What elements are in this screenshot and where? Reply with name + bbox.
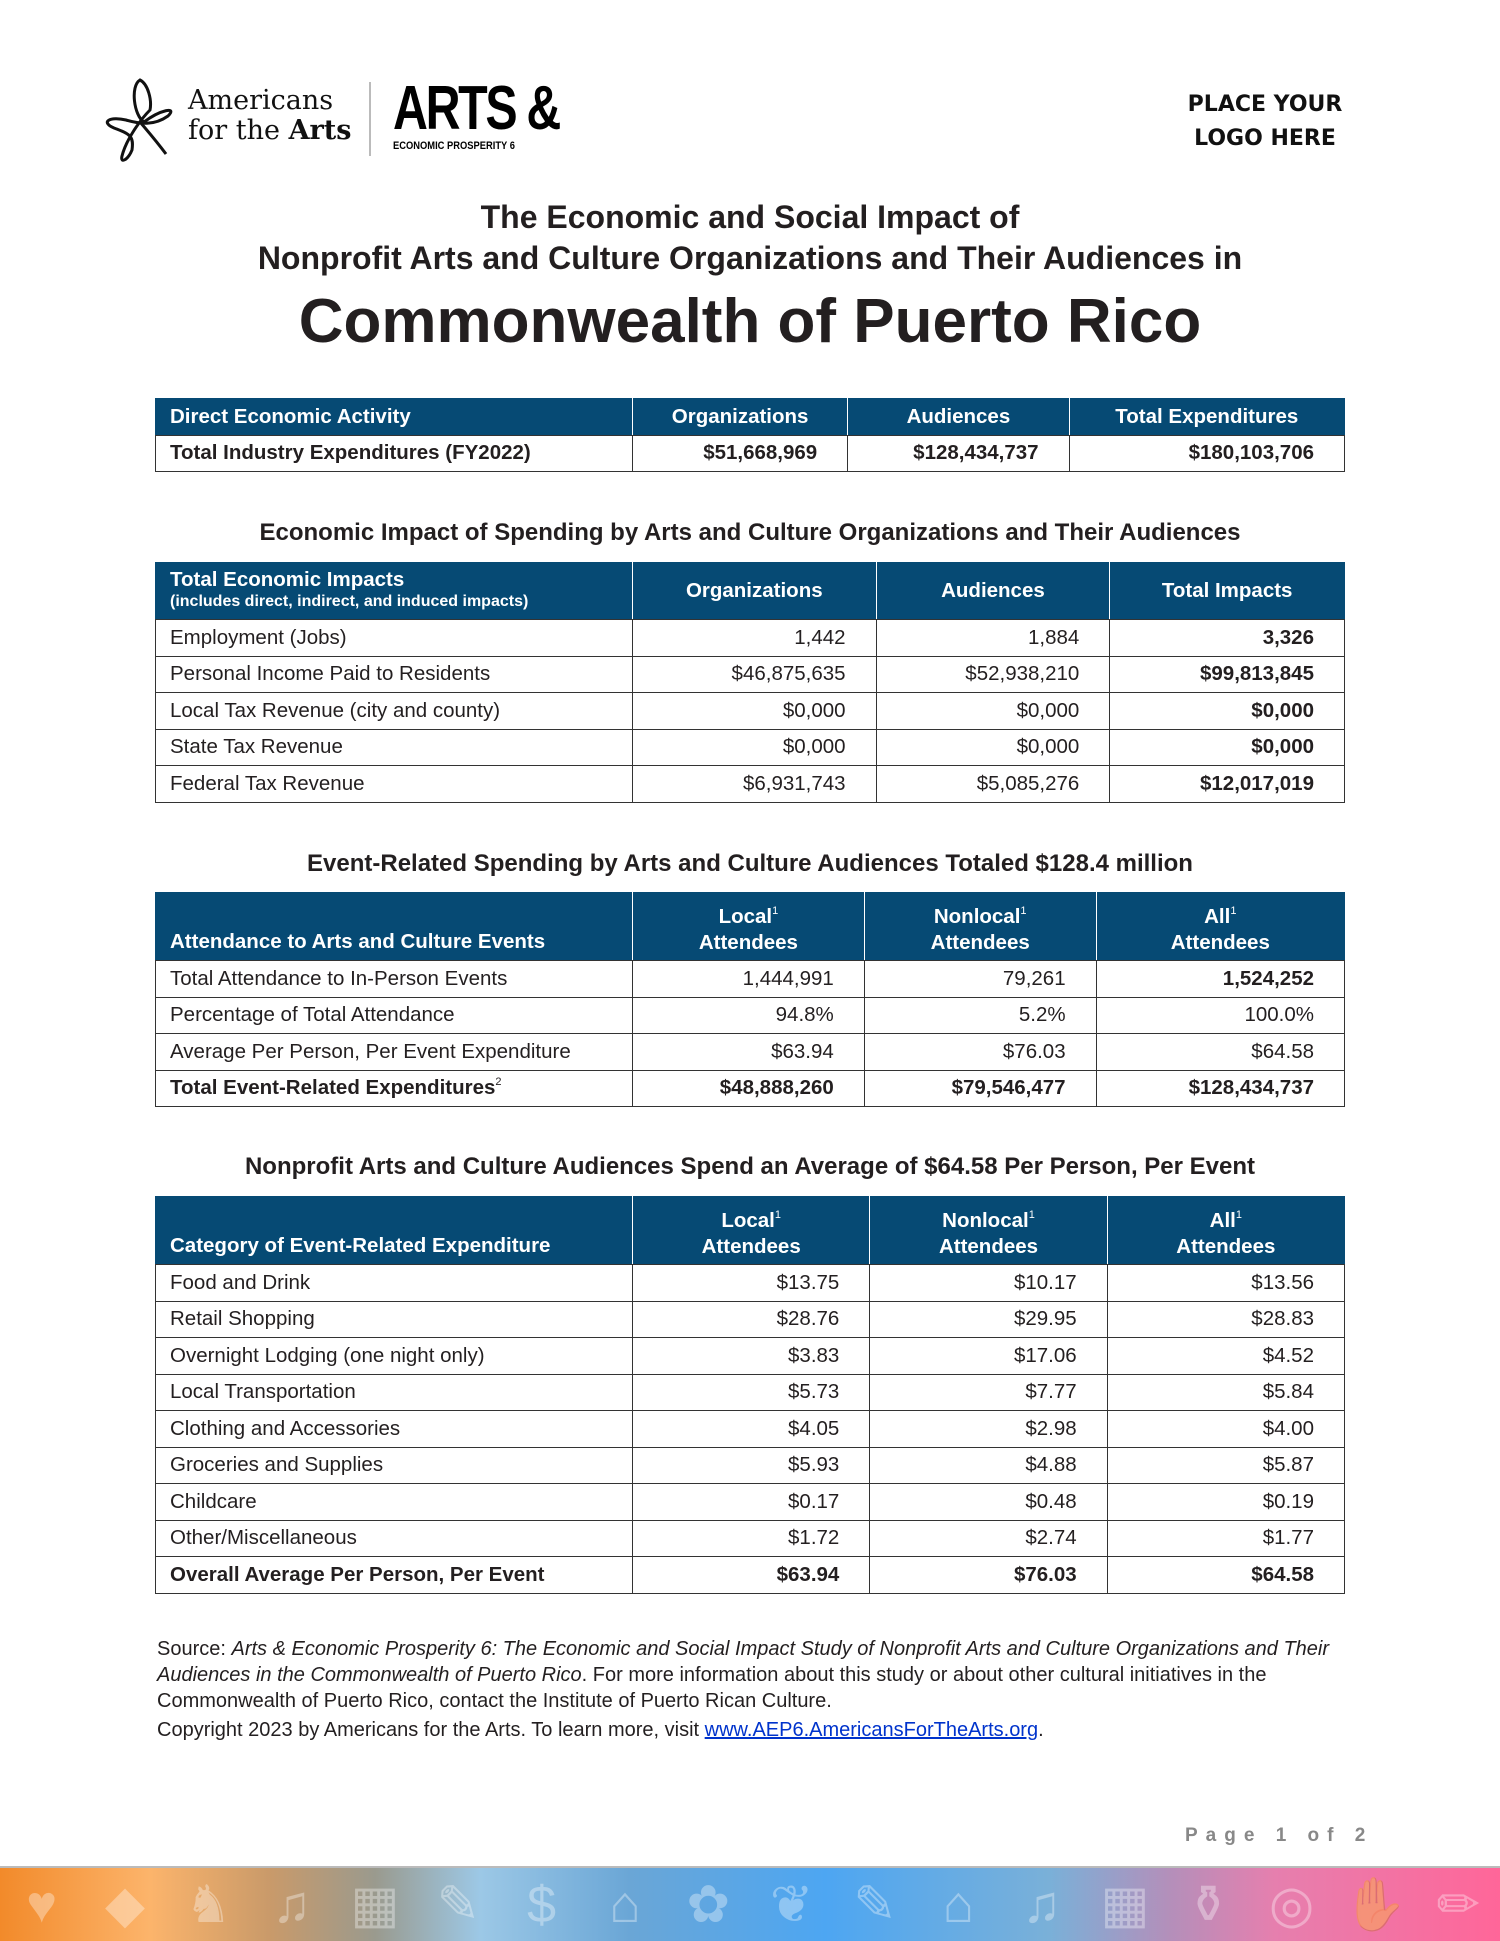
cell-value <box>864 1034 1096 1071</box>
column-header <box>156 1197 633 1265</box>
vase-icon: ⚱ <box>1186 1875 1231 1934</box>
cell-value <box>633 1034 865 1071</box>
header-label: Organizations <box>685 579 823 602</box>
row-label <box>156 766 633 803</box>
cell-text: $64.58 <box>1251 1039 1314 1063</box>
expenditure-category-table <box>155 1196 1345 1594</box>
footnote-marker: 1 <box>772 904 779 917</box>
cell-value <box>1096 1070 1344 1107</box>
cell-value <box>1107 1520 1344 1557</box>
cell-value <box>1107 1447 1344 1484</box>
cell-value <box>876 656 1110 693</box>
table-row <box>156 997 1345 1034</box>
header-label: Total Impacts <box>1161 579 1293 602</box>
cell-text: Total Event-Related Expenditures <box>170 1076 496 1100</box>
logo-divider <box>369 82 371 156</box>
header-subtitle: (includes direct, indirect, and induced impacts) <box>170 593 529 610</box>
cell-text: $0,000 <box>1251 698 1314 722</box>
table-row <box>156 961 1345 998</box>
header-line1: All <box>1204 904 1231 928</box>
cell-value <box>876 729 1110 766</box>
cell-text: $0,000 <box>782 698 846 722</box>
cell-value <box>1107 1374 1344 1411</box>
row-label <box>156 1034 633 1071</box>
record-icon: ◎ <box>1268 1875 1315 1934</box>
cell-text: $4.05 <box>788 1416 840 1440</box>
cell-value <box>633 1301 870 1338</box>
cell-value <box>633 766 877 803</box>
column-header <box>876 563 1110 620</box>
cell-text: $99,813,845 <box>1199 662 1314 686</box>
cell-value <box>633 656 877 693</box>
cell-text: Other/Miscellaneous <box>170 1526 357 1550</box>
cell-value <box>1110 766 1345 803</box>
cell-value <box>1110 656 1345 693</box>
cell-value <box>1110 729 1345 766</box>
music-note-icon: ♫ <box>272 1875 312 1934</box>
section-heading-average-spend: Nonprofit Arts and Culture Audiences Spend an Average of $64.58 Per Person, Per Event <box>244 1153 1256 1180</box>
header-line1: Local <box>721 1208 775 1232</box>
table-row <box>156 1338 1345 1375</box>
cell-text: $3.83 <box>788 1343 840 1367</box>
cell-value <box>864 997 1096 1034</box>
cell-text: Overnight Lodging (one night only) <box>170 1343 485 1367</box>
cell-value <box>1096 997 1344 1034</box>
cell-text: $28.83 <box>1251 1307 1314 1331</box>
cell-text: $2.98 <box>1025 1416 1077 1440</box>
place-logo-line1: PLACE YOUR <box>1187 92 1343 117</box>
cell-text: $128,434,737 <box>1188 1076 1314 1100</box>
cell-text: Employment (Jobs) <box>170 625 347 649</box>
cell-text: $2.74 <box>1025 1526 1077 1550</box>
logo-arts: Arts <box>288 115 352 146</box>
place-logo-placeholder <box>1160 88 1370 156</box>
column-header <box>156 563 633 620</box>
header-line1: Nonlocal <box>933 904 1021 928</box>
cell-value <box>876 693 1110 730</box>
row-label <box>156 1301 633 1338</box>
cell-value <box>1107 1557 1344 1594</box>
column-header <box>156 399 633 436</box>
film-icon: ▦ <box>1100 1875 1150 1934</box>
cell-value <box>633 961 865 998</box>
cell-text: $28.76 <box>776 1307 840 1331</box>
row-label <box>156 1070 633 1107</box>
cell-value <box>876 766 1110 803</box>
cell-value <box>633 1374 870 1411</box>
cell-text: $5.87 <box>1262 1453 1314 1477</box>
header-row <box>156 399 1345 436</box>
cell-value <box>633 997 865 1034</box>
cell-value <box>876 620 1110 657</box>
title-line2: Nonprofit Arts and Culture Organizations and Their Audiences in <box>257 240 1243 276</box>
cell-text: $0.17 <box>788 1489 840 1513</box>
house-icon: ⌂ <box>942 1875 974 1934</box>
header-row <box>156 563 1345 620</box>
paint-icon: ✎ <box>436 1875 481 1934</box>
row-label <box>156 1447 633 1484</box>
cell-text: $17.06 <box>1013 1343 1077 1367</box>
cell-value <box>864 1070 1096 1107</box>
header-line1: Local <box>718 904 773 928</box>
heart-icon: ♥ <box>26 1875 58 1934</box>
cell-text: $0.48 <box>1025 1489 1077 1513</box>
row-label <box>156 1520 633 1557</box>
cell-value <box>870 1411 1107 1448</box>
cell-text: $0.19 <box>1262 1489 1314 1513</box>
column-header <box>156 893 633 961</box>
header-label: Total Expenditures <box>1115 404 1299 428</box>
cell-value <box>870 1301 1107 1338</box>
row-label <box>156 620 633 657</box>
direct-economic-activity-table <box>155 398 1345 472</box>
cell-value <box>1110 693 1345 730</box>
cell-text: Clothing and Accessories <box>170 1416 401 1440</box>
pencil-icon: ✏ <box>1436 1875 1481 1934</box>
source-label: Source: <box>157 1638 232 1660</box>
cell-value <box>870 1374 1107 1411</box>
source-title: Arts & Economic Prosperity 6: The Economic and Social Impact Study of Nonprofit Arts and Culture Organizations and Their Audiences in the Commonwealth of Puerto Rico <box>157 1638 1330 1686</box>
table-row <box>156 1484 1345 1521</box>
cell-text: Federal Tax Revenue <box>170 771 365 795</box>
place-logo-line2: LOGO HERE <box>1194 126 1336 151</box>
table-row <box>156 1411 1345 1448</box>
table-row <box>156 1520 1345 1557</box>
cell-text: $6,931,743 <box>742 771 846 795</box>
cell-value <box>848 435 1069 472</box>
cell-value <box>633 1447 870 1484</box>
footnote-marker: 1 <box>1235 1208 1242 1221</box>
cell-text: Percentage of Total Attendance <box>170 1003 455 1027</box>
cell-text: 1,884 <box>1028 625 1080 649</box>
cell-text: State Tax Revenue <box>170 735 343 759</box>
table-row <box>156 1301 1345 1338</box>
footnote-marker: 2 <box>495 1076 502 1089</box>
copyright-period: . <box>1038 1719 1044 1741</box>
cell-text: Overall Average Per Person, Per Event <box>170 1562 545 1586</box>
cell-text: $79,546,477 <box>951 1076 1066 1100</box>
header-label: Audiences <box>941 579 1045 602</box>
economic-impacts-table <box>155 562 1345 803</box>
aep6-logo <box>393 74 606 152</box>
row-label <box>156 1338 633 1375</box>
cell-text: 94.8% <box>775 1003 834 1027</box>
diamond-icon: ◆ <box>104 1875 145 1934</box>
cell-value <box>1107 1484 1344 1521</box>
source-rest: . For more information about this study or about other cultural initiatives in the Commonwealth of Puerto Rico, contact the Institute of Puerto Rican Culture. <box>157 1664 1267 1712</box>
footnote-marker: 1 <box>774 1208 781 1221</box>
decorative-icon-band <box>0 1866 1500 1941</box>
cell-value <box>633 1265 870 1302</box>
header-row <box>156 1197 1345 1265</box>
aep6-link[interactable]: www.AEP6.AmericansForTheArts.org <box>704 1719 1039 1741</box>
table-row <box>156 435 1345 472</box>
page-title: Commonwealth of Puerto Rico <box>298 287 1202 356</box>
cell-value <box>633 1070 865 1107</box>
cell-text: $5.84 <box>1262 1380 1314 1404</box>
table-row <box>156 620 1345 657</box>
leaf-icon: ❦ <box>769 1875 814 1934</box>
cell-text: $63.94 <box>776 1562 840 1586</box>
cell-text: Personal Income Paid to Residents <box>170 662 491 686</box>
table-row <box>156 729 1345 766</box>
header-line2: Attendees <box>930 930 1030 954</box>
row-label <box>156 961 633 998</box>
cell-value <box>1107 1301 1344 1338</box>
logo-line1: Americans <box>188 85 334 116</box>
source-note <box>157 1636 1357 1714</box>
cell-text: $51,668,969 <box>703 441 818 465</box>
column-header <box>633 399 848 436</box>
cell-text: 5.2% <box>1018 1003 1066 1027</box>
cell-value <box>1107 1411 1344 1448</box>
header-line1: Nonlocal <box>942 1208 1029 1232</box>
header-row <box>156 893 1345 961</box>
figure-icon: ♞ <box>185 1875 232 1934</box>
cell-text: $0,000 <box>1016 698 1080 722</box>
copyright <box>157 1719 1044 1742</box>
cell-value <box>870 1484 1107 1521</box>
column-header <box>1069 399 1344 436</box>
cell-text: $0,000 <box>1016 735 1080 759</box>
cell-text: $63.94 <box>771 1039 834 1063</box>
cell-text: $7.77 <box>1025 1380 1077 1404</box>
cell-text: $5.73 <box>788 1380 840 1404</box>
cell-text: $4.88 <box>1025 1453 1077 1477</box>
header-line2: Attendees <box>938 1234 1039 1258</box>
americans-for-the-arts-logo <box>100 76 360 166</box>
cell-text: $4.52 <box>1262 1343 1314 1367</box>
cell-text: Average Per Person, Per Event Expenditure <box>170 1039 571 1063</box>
cell-value <box>633 1484 870 1521</box>
cell-text: $13.75 <box>776 1270 840 1294</box>
header-label: Attendance to Arts and Culture Events <box>170 930 546 953</box>
palette-icon: ✿ <box>686 1875 731 1934</box>
column-header <box>870 1197 1107 1265</box>
cell-text: Food and Drink <box>170 1270 311 1294</box>
hand-icon: ✋ <box>1342 1876 1408 1934</box>
column-header <box>633 563 877 620</box>
row-label <box>156 1411 633 1448</box>
row-label <box>156 435 633 472</box>
cell-text: $5,085,276 <box>976 771 1080 795</box>
header-line2: Attendees <box>1176 1234 1276 1258</box>
table-row <box>156 1374 1345 1411</box>
film-icon: ▦ <box>350 1875 400 1934</box>
cell-value <box>1096 961 1344 998</box>
cell-value <box>633 729 877 766</box>
cell-value <box>870 1557 1107 1594</box>
cell-value <box>870 1520 1107 1557</box>
cell-text: $48,888,260 <box>719 1076 834 1100</box>
cell-text: Retail Shopping <box>170 1307 315 1331</box>
row-label <box>156 1484 633 1521</box>
title-line1: The Economic and Social Impact of <box>480 199 1020 235</box>
header-line1: All <box>1209 1208 1236 1232</box>
dollar-icon: $ <box>527 1875 557 1934</box>
footnote-marker: 1 <box>1230 904 1237 917</box>
table-row <box>156 1557 1345 1594</box>
header-line2: Attendees <box>701 1234 801 1258</box>
cell-text: $76.03 <box>1013 1562 1077 1586</box>
column-header <box>633 893 865 961</box>
cell-value <box>1107 1338 1344 1375</box>
column-header <box>864 893 1096 961</box>
header-label: Category of Event-Related Expenditure <box>170 1234 551 1257</box>
cell-text: $1.72 <box>788 1526 840 1550</box>
row-label <box>156 729 633 766</box>
cell-text: $5.93 <box>788 1453 840 1477</box>
cell-text: Local Tax Revenue (city and county) <box>170 698 501 722</box>
row-label <box>156 656 633 693</box>
page-number: Page 1 of 2 <box>1185 1825 1374 1846</box>
cell-text: $10.17 <box>1013 1270 1077 1294</box>
row-label <box>156 1374 633 1411</box>
table-row <box>156 656 1345 693</box>
cell-text: $12,017,019 <box>1199 771 1314 795</box>
header-label: Direct Economic Activity <box>170 404 411 428</box>
row-label <box>156 693 633 730</box>
header-label: Total Economic Impacts <box>170 568 405 591</box>
copyright-text: Copyright 2023 by Americans for the Arts. To learn more, visit <box>157 1719 705 1741</box>
cell-text: $0,000 <box>782 735 846 759</box>
cell-text: $4.00 <box>1262 1416 1314 1440</box>
section-heading-event-spending: Event-Related Spending by Arts and Culture Audiences Totaled $128.4 million <box>307 850 1193 877</box>
star-icon <box>100 76 180 166</box>
table-row <box>156 1034 1345 1071</box>
cell-value <box>633 693 877 730</box>
cell-text: 1,444,991 <box>742 966 834 990</box>
cell-text: $76.03 <box>1002 1039 1066 1063</box>
cell-text: $13.56 <box>1251 1270 1314 1294</box>
cell-value <box>633 1520 870 1557</box>
cell-text: Local Transportation <box>170 1380 356 1404</box>
header-line2: Attendees <box>1170 930 1270 954</box>
header-label: Audiences <box>906 404 1011 428</box>
cell-value <box>633 435 848 472</box>
attendance-table <box>155 892 1345 1107</box>
cell-value <box>870 1265 1107 1302</box>
paint-icon: ✎ <box>853 1875 897 1934</box>
footnote-marker: 1 <box>1020 904 1027 917</box>
cell-text: 1,524,252 <box>1222 966 1314 990</box>
row-label <box>156 1265 633 1302</box>
column-header <box>1096 893 1344 961</box>
section-heading-economic-impact: Economic Impact of Spending by Arts and Culture Organizations and Their Audiences <box>259 519 1241 546</box>
cell-value <box>864 961 1096 998</box>
footnote-marker: 1 <box>1028 1208 1035 1221</box>
cell-text: $29.95 <box>1013 1307 1077 1331</box>
cell-text: $0,000 <box>1251 735 1314 759</box>
cell-text: $64.58 <box>1251 1562 1314 1586</box>
aep6-logo-small: ECONOMIC PROSPERITY 6 <box>393 140 515 152</box>
cell-value <box>633 620 877 657</box>
column-header <box>848 399 1069 436</box>
cell-value <box>1069 435 1344 472</box>
cell-text: Total Industry Expenditures (FY2022) <box>170 441 531 465</box>
cell-text: Groceries and Supplies <box>170 1453 384 1477</box>
logo-line2: for the <box>188 115 280 146</box>
table-row <box>156 766 1345 803</box>
cell-value <box>633 1338 870 1375</box>
cell-text: $46,875,635 <box>731 662 846 686</box>
table-row <box>156 693 1345 730</box>
table-row <box>156 1265 1345 1302</box>
cell-text: $128,434,737 <box>913 441 1039 465</box>
house-icon: ⌂ <box>609 1875 641 1934</box>
header-line2: Attendees <box>698 930 798 954</box>
cell-value <box>1110 620 1345 657</box>
aep6-logo-big: ARTS & <box>393 74 559 143</box>
table-row <box>156 1447 1345 1484</box>
cell-value <box>1096 1034 1344 1071</box>
cell-text: 79,261 <box>1002 966 1066 990</box>
cell-text: $1.77 <box>1262 1526 1314 1550</box>
cell-text: Childcare <box>170 1489 257 1513</box>
cell-value <box>870 1447 1107 1484</box>
column-header <box>1110 563 1345 620</box>
cell-text: $52,938,210 <box>965 662 1080 686</box>
cell-value <box>633 1557 870 1594</box>
cell-text: 1,442 <box>794 625 846 649</box>
music-note-icon: ♫ <box>1022 1875 1062 1934</box>
table-row <box>156 1070 1345 1107</box>
row-label <box>156 1557 633 1594</box>
cell-text: 100.0% <box>1244 1003 1314 1027</box>
header-label: Organizations <box>671 404 809 428</box>
cell-text: 3,326 <box>1262 625 1314 649</box>
cell-text: Total Attendance to In-Person Events <box>170 966 508 990</box>
cell-text: $180,103,706 <box>1188 441 1314 465</box>
cell-value <box>633 1411 870 1448</box>
column-header <box>1107 1197 1344 1265</box>
row-label <box>156 997 633 1034</box>
column-header <box>633 1197 870 1265</box>
cell-value <box>1107 1265 1344 1302</box>
cell-value <box>870 1338 1107 1375</box>
